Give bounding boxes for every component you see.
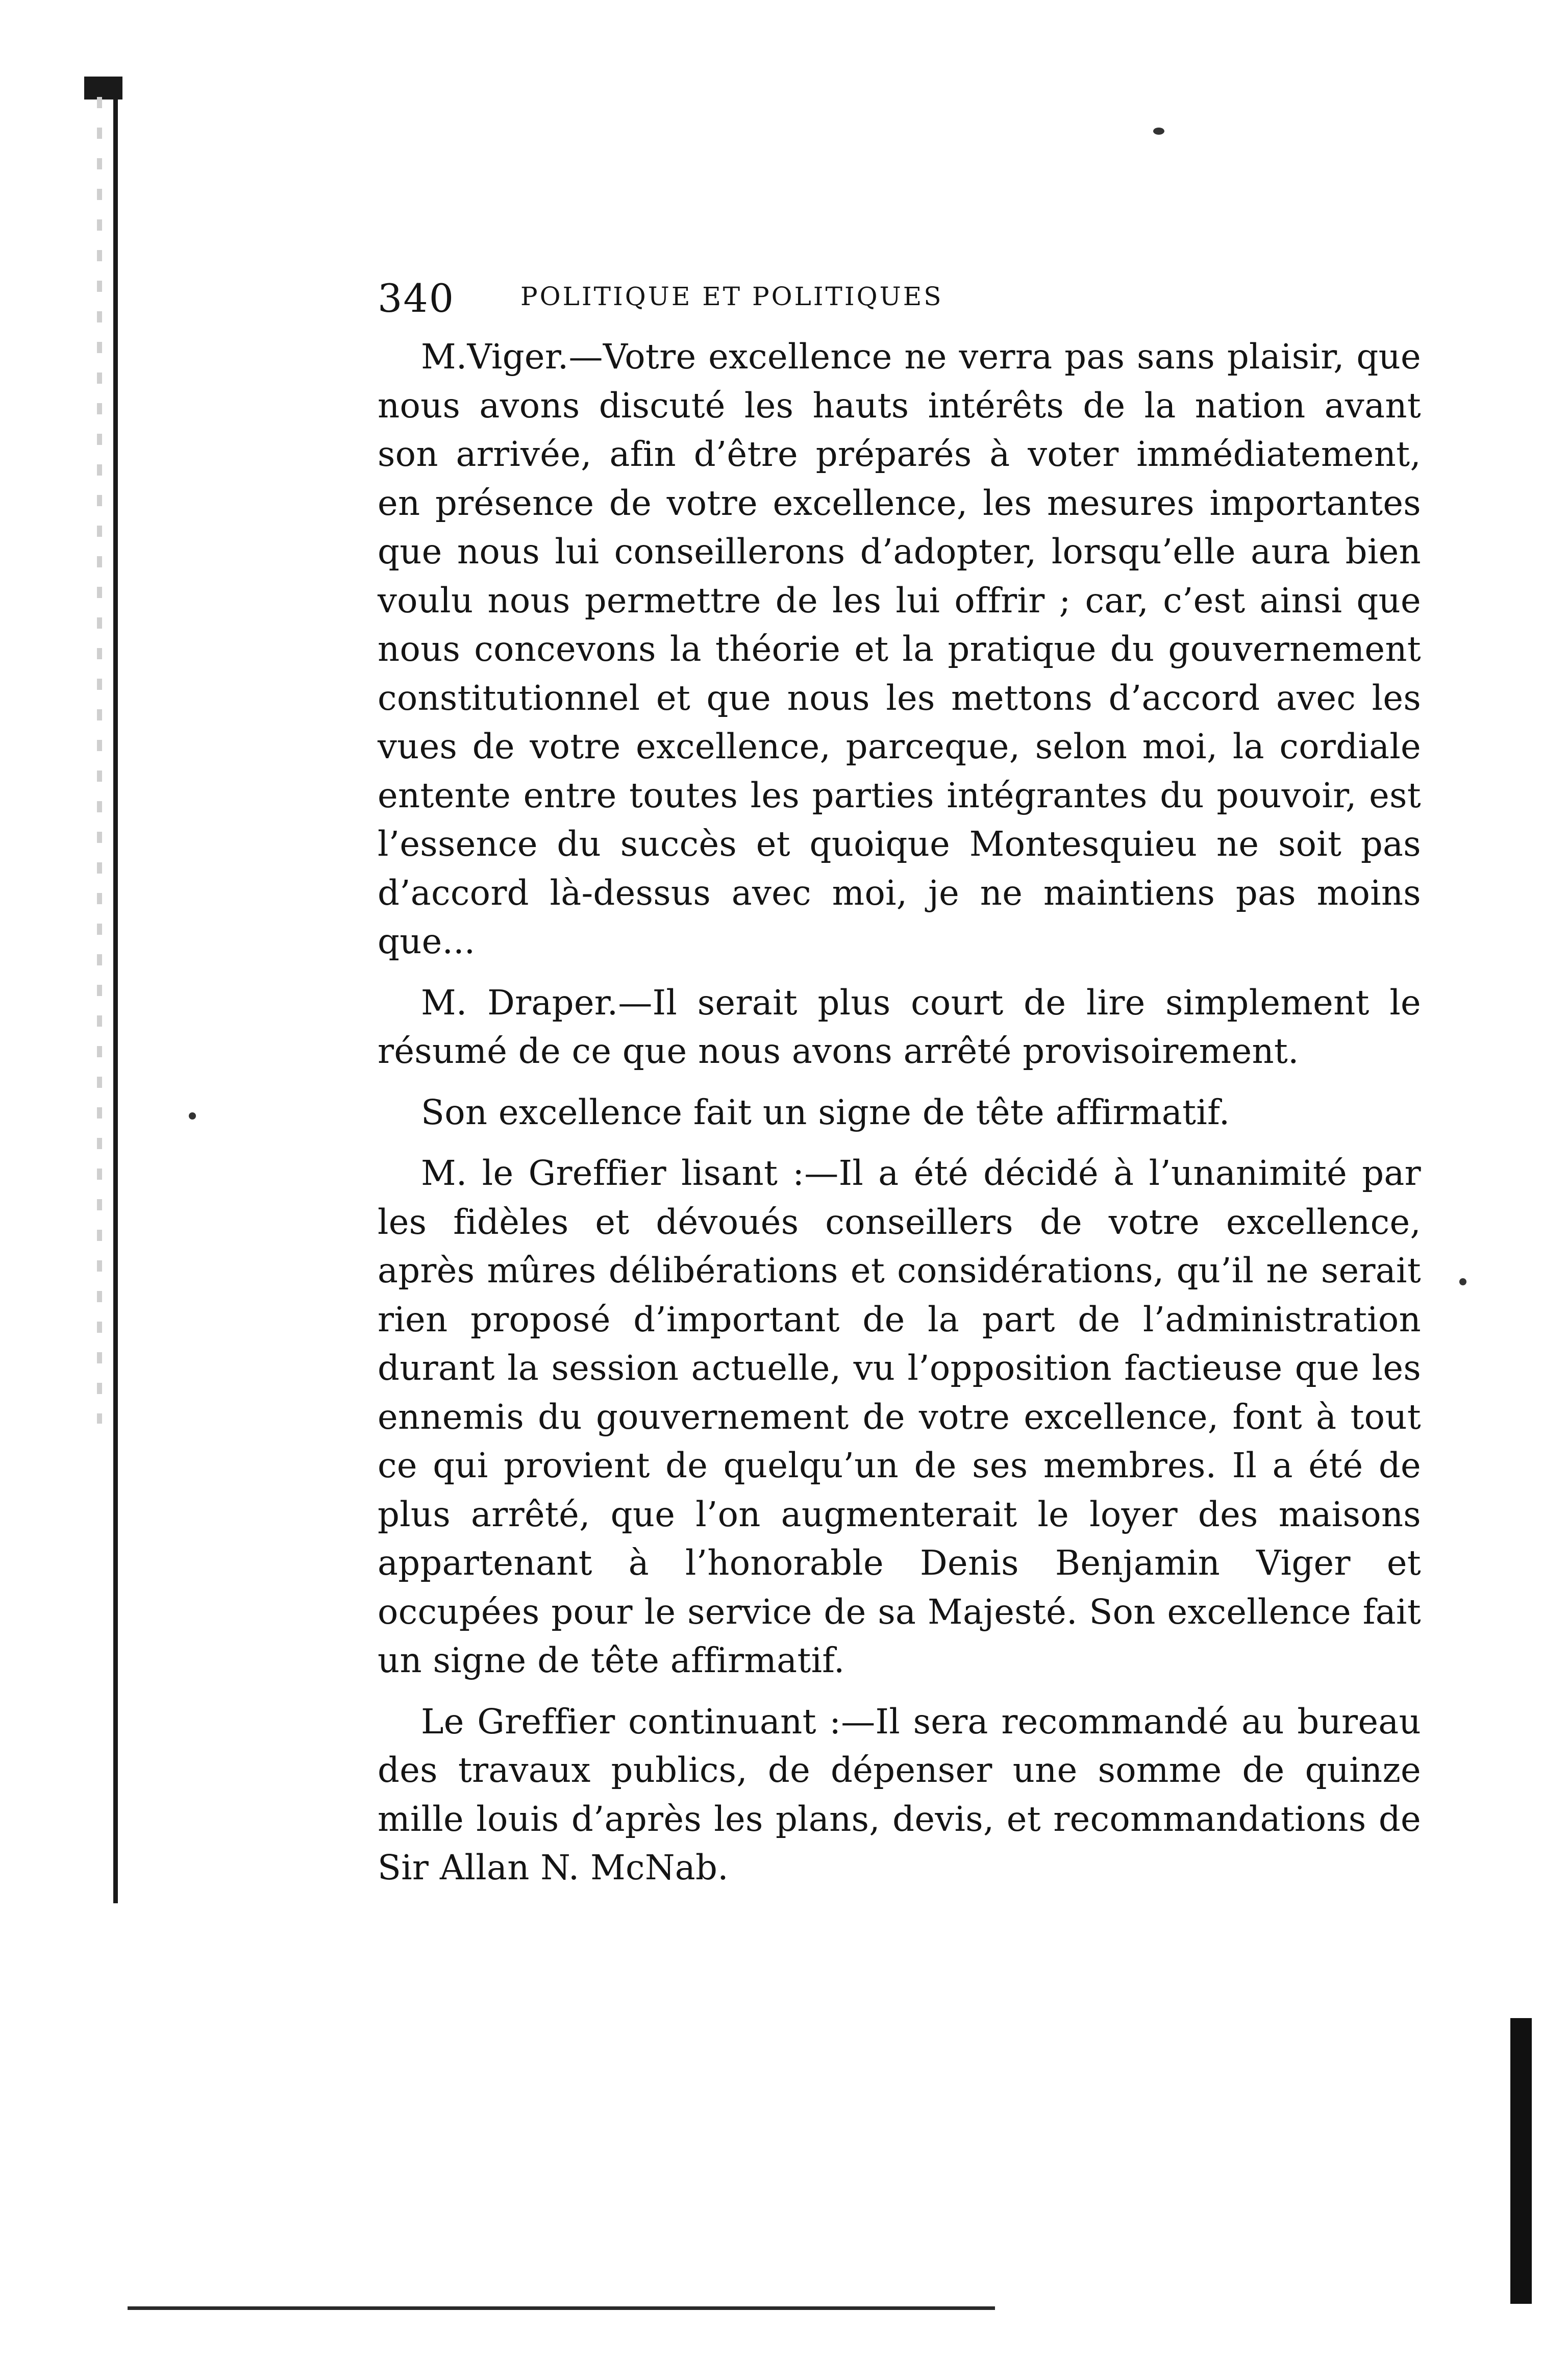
paragraph-draper: M. Draper.—Il serait plus court de lire simplement le résumé de ce que nous avons arrêté provisoirement.: [378, 982, 1421, 1071]
paragraph-viger: M.Viger.—Votre excellence ne verra pas sans plaisir, que nous avons discuté les hauts intérêts de la nation avant son arrivée, afin d’être préparés à voter immédiatement, en présence de votre excellence, les mesures importantes que nous lui conseillerons d’adopter, lorsqu’elle aura bien voulu nous permettre de les lui offrir ; car, c’est ainsi que nous concevons la théorie et la pratique du gouvernement constitutionnel et que nous les mettons d’accord avec les vues de votre excellence, parceque, selon moi, la cordiale entente entre toutes les parties intégrantes du pouvoir, est l’essence du succès et quoique Montesquieu ne soit pas d’accord là-dessus avec moi, je ne maintiens pas moins que...: [378, 337, 1421, 961]
running-title: POLITIQUE ET POLITIQUES: [520, 282, 943, 311]
paragraph-greffier-continuing: Le Greffier continuant :—Il sera recommandé au bureau des travaux publics, de dépenser une somme de quinze mille louis d’après les plans, devis, et recommandations de Sir Allan N. McNab.: [378, 1701, 1421, 1887]
scan-edge-mark: [97, 97, 102, 1424]
scan-speck: [189, 1112, 196, 1120]
paragraph-greffier-reading: M. le Greffier lisant :—Il a été décidé à l’unanimité par les fidèles et dévoués conseillers de votre excellence, après mûres délibérations et considérations, qu’il ne serait rien proposé d’important de la part de l’administration durant la session actuelle, vu l’opposition factieuse que les ennemis du gouvernement de votre excellence, font à tout ce qui provient de quelqu’un de ses membres. Il a été de plus arrêté, que l’on augmenterait le loyer des maisons appartenant à l’honorable Denis Benjamin Viger et occupées pour le service de sa Majesté. Son excellence fait un signe de tête affirmatif.: [378, 1153, 1421, 1680]
book-page: [378, 276, 1421, 1893]
scan-edge-mark: [113, 82, 118, 1903]
running-head: [378, 276, 1421, 321]
scan-edge-mark: [128, 2306, 995, 2310]
scan-speck: [1459, 1278, 1466, 1285]
paragraph-excellence-nod: Son excellence fait un signe de tête affirmatif.: [421, 1092, 1230, 1132]
scan-edge-mark: [1510, 2018, 1532, 2304]
scan-speck: [1153, 128, 1164, 135]
page-number: 340: [378, 276, 455, 321]
